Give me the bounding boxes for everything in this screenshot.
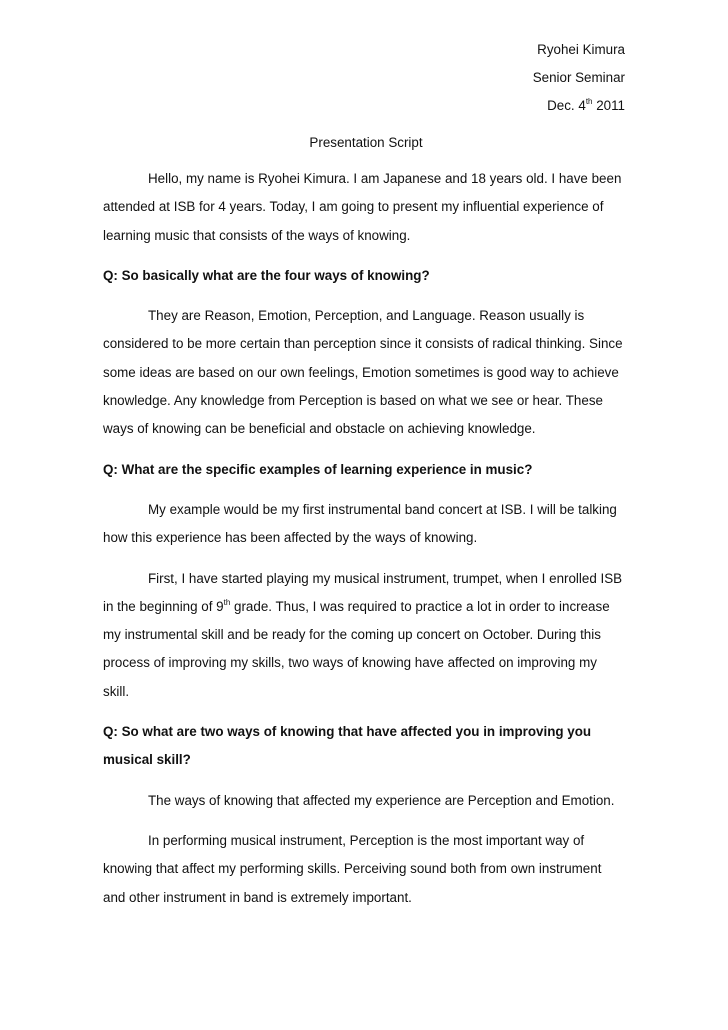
author-name: Ryohei Kimura	[537, 42, 625, 57]
document-title: Presentation Script	[309, 135, 423, 150]
author-header	[103, 40, 625, 116]
document-body	[103, 40, 625, 912]
answer-3-text-end: grade. Thus, I was required to practice a lot in order to increase my instrumental skill and be ready for the coming up concert on October. During this process of improving my skills, two ways of knowing have affected on improving my skill.	[103, 598, 610, 699]
date-prefix: Dec. 4	[547, 98, 586, 113]
question-1: Q: So basically what are the four ways of knowing?	[103, 267, 430, 283]
question-2: Q: What are the specific examples of learning experience in music?	[103, 461, 533, 477]
answer-2-paragraph: My example would be my first instrumental band concert at ISB. I will be talking how this experience has been affected by the ways of knowing.	[103, 501, 617, 546]
answer-1-paragraph: They are Reason, Emotion, Perception, and Language. Reason usually is considered to be more certain than perception since it consists of radical thinking. Since some ideas are based on our own feelings, Emotion sometimes is good way to achieve knowledge. Any knowledge from Perception is based on what we see or hear. These ways of knowing can be beneficial and obstacle on achieving knowledge.	[103, 308, 623, 437]
answer-4-paragraph: The ways of knowing that affected my experience are Perception and Emotion.	[148, 792, 615, 808]
intro-paragraph: Hello, my name is Ryohei Kimura. I am Japanese and 18 years old. I have been attended at ISB for 4 years. Today, I am going to present my influential experience of learning music that consists of the ways of knowing.	[103, 171, 622, 243]
question-3: Q: So what are two ways of knowing that have affected you in improving you musical skill?	[103, 724, 592, 768]
document-date	[103, 96, 625, 116]
date-year: 2011	[592, 98, 625, 113]
course-name: Senior Seminar	[532, 70, 625, 85]
answer-3-text-start: First, I have started playing my musical instrument, trumpet, when I enrolled ISB in the beginning of 9	[103, 570, 623, 614]
answer-3-paragraph	[103, 565, 625, 706]
date-superscript: th	[585, 97, 593, 106]
answer-5-paragraph: In performing musical instrument, Perception is the most important way of knowing that affect my performing skills. Perceiving sound both from own instrument and other instrument in band is extremely important.	[103, 832, 602, 905]
grade-superscript: th	[223, 597, 231, 607]
